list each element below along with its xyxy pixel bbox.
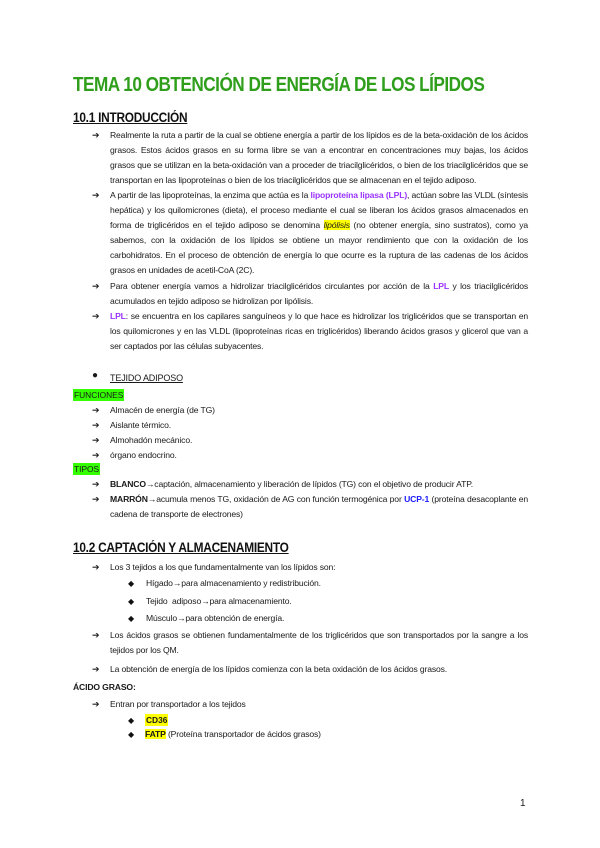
section-heading-captacion: 10.2 CAPTACIÓN Y ALMACENAMIENTO	[73, 540, 289, 555]
diamond-bullet-icon: ◆	[128, 597, 135, 606]
acido-graso-label: ÁCIDO GRASO:	[73, 682, 136, 692]
arrow-right-icon: ➔	[92, 450, 100, 460]
captacion-item-1: Los 3 tejidos a los que fundamentalmente van los lípidos son:	[110, 562, 336, 572]
lpl-term: LPL	[433, 281, 449, 291]
arrow-right-icon: ➔	[92, 664, 100, 674]
intro-paragraph-4: LPL: se encuentra en los capilares sanguíneos y lo que hace es hidrolizar los triglicéridos que se transportan en los quilomicrones y en las VLDL (lipoproteínas ricas en triglicéridos) liberando ácidos grasos y glicerol que van a ser captados por las células subyacentes.	[110, 311, 528, 351]
diamond-bullet-icon: ◆	[128, 730, 135, 739]
lpl-term: lipoproteína lipasa (LPL)	[310, 190, 408, 200]
diamond-bullet-icon: ◆	[128, 614, 135, 623]
lpl-term: LPL	[110, 311, 126, 321]
tejido-item: Hígado→para almacenamiento y redistribución.	[146, 578, 321, 588]
page-number: 1	[520, 798, 526, 809]
bullet-icon: ●	[92, 370, 99, 381]
arrow-right-icon: ➔	[92, 405, 100, 415]
tipo-marron: MARRÓN→acumula menos TG, oxidación de AG con función termogénica por UCP-1 (proteína desacoplante en cadena de transporte de electrones)	[110, 494, 528, 519]
intro-paragraph-1: Realmente la ruta a partir de la cual se obtiene energía a partir de los lípidos es de la beta-oxidación de los ácidos grasos. Estos ácidos grasos en su forma libre se van a encontrar en concentraciones muy bajas, los ácidos grasos que se utilizan en la beta-oxidación van a proceder de triacilglicéridos, o bien de los triacilglicéridos que se transportan en las lipoproteínas o bien de los triacilglicéridos que se almacenan en el tejido adiposo.	[110, 130, 528, 185]
arrow-right-icon: ➔	[92, 190, 100, 200]
page-title: TEMA 10 OBTENCIÓN DE ENERGÍA DE LOS LÍPIDOS	[73, 74, 485, 96]
funcion-item: Aislante térmico.	[110, 420, 171, 430]
arrow-right-icon: ➔	[92, 562, 100, 572]
arrow-right-icon: ➔	[92, 435, 100, 445]
fatp-term: FATP	[145, 729, 166, 739]
diamond-bullet-icon: ◆	[128, 716, 135, 725]
lipolisis-term: lipólisis	[323, 220, 350, 230]
section-heading-intro: 10.1 INTRODUCCIÓN	[73, 110, 188, 125]
arrow-right-icon: ➔	[92, 420, 100, 430]
funcion-item: Almohadón mecánico.	[110, 435, 193, 445]
captacion-item-3: La obtención de energía de los lípidos comienza con la beta oxidación de los ácidos grasos.	[110, 664, 448, 674]
fatp-item: FATP (Proteína transportador de ácidos grasos)	[145, 729, 321, 739]
arrow-right-icon: ➔	[92, 130, 100, 140]
tipos-label: TIPOS	[74, 464, 100, 474]
arrow-right-icon: ➔	[92, 699, 100, 709]
ucp1-term: UCP-1	[404, 494, 430, 504]
arrow-right-icon: ➔	[92, 494, 100, 504]
cd36-term: CD36	[146, 715, 168, 725]
tejido-adiposo-label: TEJIDO ADIPOSO	[110, 373, 183, 383]
entran-item: Entran por transportador a los tejidos	[110, 699, 246, 709]
arrow-right-icon: ➔	[92, 281, 100, 291]
tipo-blanco: BLANCO→captación, almacenamiento y liberación de lípidos (TG) con el objetivo de producir ATP.	[110, 479, 473, 489]
arrow-right-icon: ➔	[92, 311, 100, 321]
intro-paragraph-3: Para obtener energía vamos a hidrolizar triacilglicéridos circulantes por acción de la LPL y los triacilglicéridos acumulados en tejido adiposo se hidrolizan por lipólisis.	[110, 281, 528, 306]
arrow-right-icon: ➔	[92, 630, 100, 640]
intro-paragraph-2: A partir de las lipoproteínas, la enzima que actúa es la lipoproteína lipasa (LPL), actúan sobre las VLDL (síntesis hepática) y los quilomicrones (dieta), el proceso mediante el cual se liberan los ácidos grasos almacenados en forma de triglicéridos en el tejido adiposo se denomina lipólisis (no obtener energía, sino sustratos), como ya sabemos, con la oxidación de los lípidos se obtiene un mayor rendimiento que con la oxidación de los carbohidratos. En el proceso de obtención de energía lo que ocurre es la ruptura de las cadenas de los ácidos grasos en unidades de acetil-CoA (2C).	[110, 190, 528, 275]
funcion-item: órgano endocrino.	[110, 450, 177, 460]
funcion-item: Almacén de energía (de TG)	[110, 405, 215, 415]
diamond-bullet-icon: ◆	[128, 579, 135, 588]
arrow-right-icon: ➔	[92, 479, 100, 489]
tejido-item: Músculo→para obtención de energía.	[146, 613, 285, 623]
funciones-label: FUNCIONES	[74, 390, 124, 400]
captacion-item-2: Los ácidos grasos se obtienen fundamentalmente de los triglicéridos que son transportados por la sangre a los tejidos por los QM.	[110, 630, 528, 655]
tejido-item: Tejido adiposo→para almacenamiento.	[146, 596, 292, 606]
